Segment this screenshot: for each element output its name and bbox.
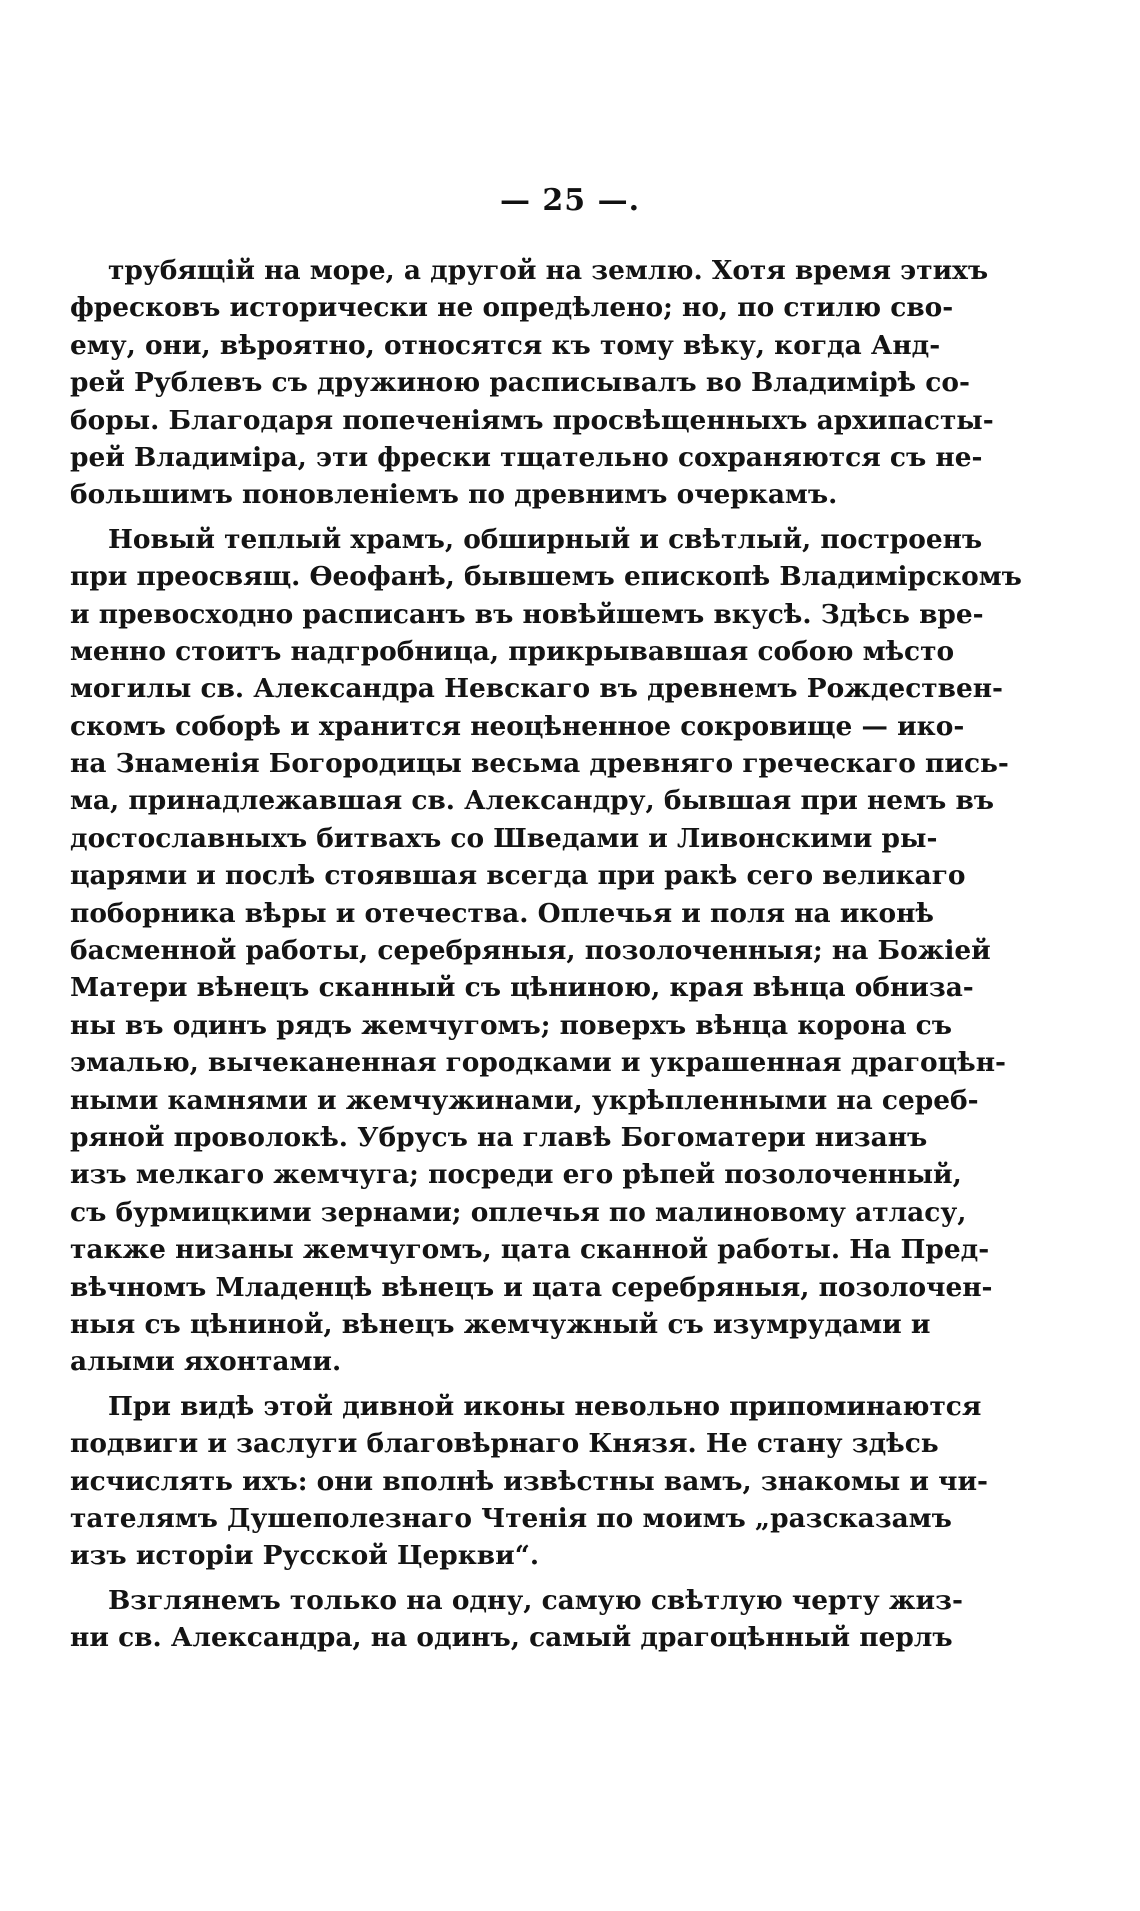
text-line: ему, они, вѣроятно, относятся къ тому вѣку, когда Анд- [70,329,941,361]
text-line: съ бурмицкими зернами; оплечья по малиновому атласу, [70,1196,967,1228]
paragraph [70,252,994,514]
paragraph-gap [70,1381,920,1388]
text-line: также низаны жемчугомъ, цата сканной работы. На Пред- [70,1234,990,1266]
text-line: на Знаменія Богородицы весьма древняго греческаго пись- [70,748,1009,780]
text-line: басменной работы, серебряныя, позолоченныя; на Божіей [70,935,991,967]
text-line: рей Владиміра, эти фрески тщательно сохраняются съ не- [70,441,983,473]
text-line: ни св. Александра, на одинъ, самый драгоцѣнный перлъ [70,1622,953,1654]
text-line: подвиги и заслуги благовѣрнаго Князя. Не стану здѣсь [70,1428,939,1460]
paragraph-gap [70,1575,920,1582]
text-line: исчислять ихъ: они вполнѣ извѣстны вамъ, знакомы и чи- [70,1465,989,1497]
text-line: тателямъ Душеполезнаго Чтенія по моимъ „разсказамъ [70,1502,952,1534]
text-line: Новый теплый храмъ, обширный и свѣтлый, построенъ [108,523,983,555]
text-line: могилы св. Александра Невскаго въ древнемъ Рождествен- [70,673,1004,705]
text-line: ны въ одинъ рядъ жемчугомъ; поверхъ вѣнца корона съ [70,1009,952,1041]
text-line: ряной проволокѣ. Убрусъ на главѣ Богоматери низанъ [70,1121,928,1153]
text-line: ными камнями и жемчужинами, укрѣпленными на сереб- [70,1084,979,1116]
text-line: Матери вѣнецъ сканный съ цѣниною, края вѣнца обниза- [70,972,974,1004]
text-line: ныя съ цѣниной, вѣнецъ жемчужный съ изумрудами и [70,1308,931,1340]
text-line: алыми яхонтами. [70,1346,342,1378]
text-line: изъ исторіи Русской Церкви“. [70,1540,540,1572]
text-line: скомъ соборѣ и хранится неоцѣненное сокровище — ико- [70,710,965,742]
text-line: достославныхъ битвахъ со Шведами и Ливонскими ры- [70,822,938,854]
text-line: фресковъ исторически не опредѣлено; но, по стилю сво- [70,292,954,324]
text-line: царями и послѣ стоявшая всегда при ракѣ сего великаго [70,860,966,892]
text-line: изъ мелкаго жемчуга; посреди его рѣпей позолоченный, [70,1159,962,1191]
paragraph [70,1388,989,1575]
text-line: при преосвящ. Ѳеофанѣ, бывшемъ епископѣ Владимірскомъ [70,561,1022,593]
text-line: Взглянемъ только на одну, самую свѣтлую черту жиз- [108,1584,963,1616]
text-line: ма, принадлежавшая св. Александру, бывшая при немъ въ [70,785,995,817]
text-line: рей Рублевъ съ дружиною расписывалъ во Владимірѣ со- [70,367,970,399]
paragraph [70,521,1022,1381]
text-line: менно стоитъ надгробница, прикрывавшая собою мѣсто [70,635,955,667]
text-line: боры. Благодаря попеченіямъ просвѣщенныхъ архипасты- [70,404,994,436]
text-line: и превосходно расписанъ въ новѣйшемъ вкусѣ. Здѣсь вре- [70,598,984,630]
text-line: эмалью, вычеканенная городками и украшенная драгоцѣн- [70,1047,1006,1079]
text-line: трубящій на море, а другой на землю. Хотя время этихъ [108,255,989,286]
paragraph [70,1582,963,1657]
text-line: При видѣ этой дивной иконы невольно припоминаются [108,1390,982,1422]
text-line: большимъ поновленіемъ по древнимъ очеркамъ. [70,479,838,511]
paragraph-gap [70,514,920,521]
body-text [70,252,1022,1656]
text-line: вѣчномъ Младенцѣ вѣнецъ и цата серебряныя, позолочен- [70,1271,993,1303]
text-line: поборника вѣры и отечества. Оплечья и поля на иконѣ [70,897,934,929]
page-number: — 25 —. [499,183,641,218]
